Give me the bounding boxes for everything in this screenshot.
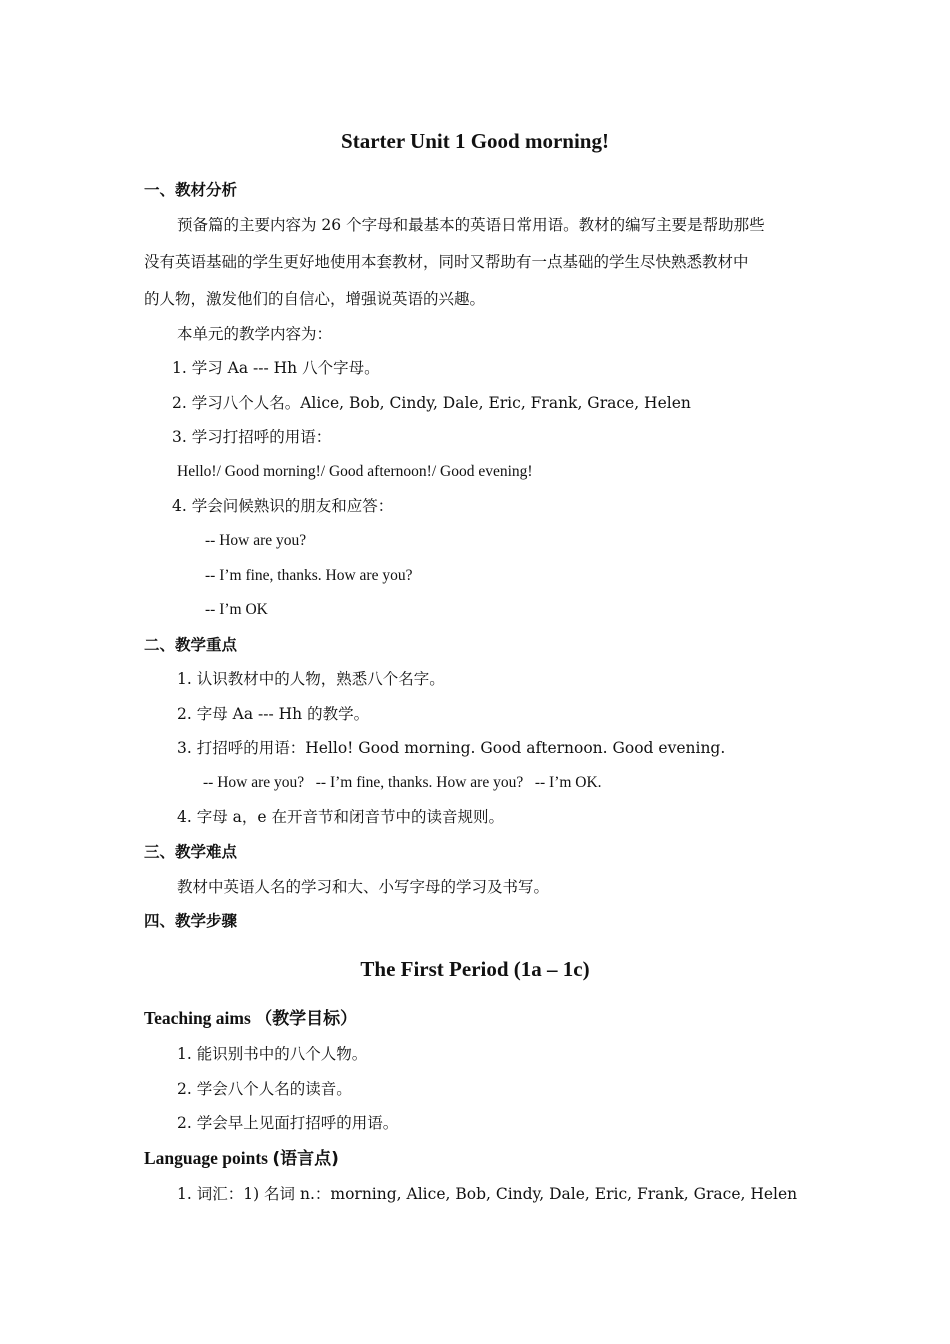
list-item: 2. 学会八个人名的读音。 (177, 1080, 352, 1098)
section-heading-teaching-steps: 四、教学步骤 (144, 912, 238, 930)
list-item: 3. 打招呼的用语：Hello! Good morning. Good afternoon. Good evening. (177, 739, 726, 757)
unit-content-intro: 本单元的教学内容为： (177, 325, 333, 343)
list-item: 2. 学习八个人名。Alice, Bob, Cindy, Dale, Eric, Frank, Grace, Helen (172, 394, 691, 412)
list-item: 2. 字母 Aa --- Hh 的教学。 (177, 705, 370, 723)
list-item: 4. 字母 a，e 在开音节和闭音节中的读音规则。 (177, 808, 504, 826)
difficulty-text: 教材中英语人名的学习和大、小写字母的学习及书写。 (177, 878, 550, 896)
list-item: 3. 学习打招呼的用语： (172, 428, 332, 446)
list-item: 1. 学习 Aa --- Hh 八个字母。 (172, 359, 380, 377)
language-points-label-cn: (语言点) (272, 1149, 339, 1169)
paragraph-line: 预备篇的主要内容为 26 个字母和最基本的英语日常用语。教材的编写主要是帮助那些 (177, 216, 765, 234)
dialogue-line: -- How are you? (205, 532, 307, 549)
section-heading-materials-analysis: 一、教材分析 (144, 181, 238, 199)
section-heading-key-points: 二、教学重点 (144, 636, 238, 654)
list-item: 1. 认识教材中的人物，熟悉八个名字。 (177, 670, 445, 688)
dialogue-line: -- I’m OK (205, 601, 268, 618)
list-item: 2. 学会早上见面打招呼的用语。 (177, 1114, 399, 1132)
list-item: 4. 学会问候熟识的朋友和应答： (172, 497, 394, 515)
language-points-label-en: Language points (144, 1148, 268, 1168)
document-title: Starter Unit 1 Good morning! (341, 129, 609, 153)
language-points-heading (144, 1148, 339, 1169)
dialogue-line: -- I’m fine, thanks. How are you? (205, 567, 413, 584)
list-item: 1. 能识别书中的八个人物。 (177, 1045, 368, 1063)
list-item: 1. 词汇：1) 名词 n.：morning, Alice, Bob, Cindy, Dale, Eric, Frank, Grace, Helen (177, 1185, 798, 1203)
paragraph-line: 的人物，激发他们的自信心，增强说英语的兴趣。 (144, 290, 486, 308)
teaching-aims-label-cn: （教学目标） (255, 1009, 358, 1029)
paragraph-line: 没有英语基础的学生更好地使用本套教材，同时又帮助有一点基础的学生尽快熟悉教材中 (144, 253, 749, 271)
dialogue-line: -- How are you? -- I’m fine, thanks. How are you? -- I’m OK. (203, 774, 602, 791)
teaching-aims-heading (144, 1008, 357, 1029)
period-title: The First Period (1a – 1c) (360, 957, 590, 981)
greeting-examples: Hello!/ Good morning!/ Good afternoon!/ Good evening! (177, 463, 533, 480)
teaching-aims-label-en: Teaching aims (144, 1008, 251, 1028)
section-heading-difficulties: 三、教学难点 (144, 843, 238, 861)
